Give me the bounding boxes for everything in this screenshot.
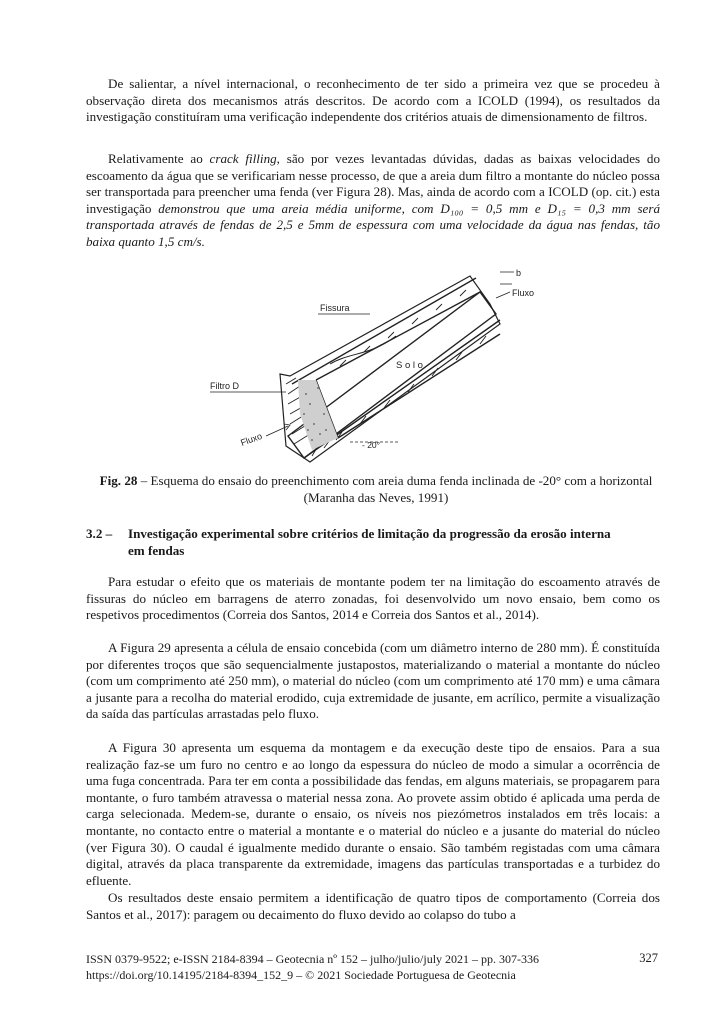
figure-28-diagram — [200, 264, 560, 464]
caption-text: – Esquema do ensaio do preenchimento com areia duma fenda inclinada de -20° com a horizontal (Maranha das Neves, 1991) — [137, 473, 653, 505]
page-number: 327 — [639, 951, 658, 965]
footer-issn: ISSN 0379-9522; e-ISSN 2184-8394 – Geotecnia nº 152 – julho/julio/july 2021 – pp. 307-336 — [86, 952, 540, 966]
paragraph-2-italic-quote: demonstrou que uma areia média uniforme, com D₁₀₀ = 0,5 mm e D₁₅ = 0,3 mm será transportada através de fendas de 2,5 e 5mm de espessura com uma velocidade da água nas fendas, tão baixa quanto 1,5 cm/s. — [86, 200, 660, 249]
label-filtro: Filtro D — [210, 381, 239, 391]
paragraph-3: Para estudar o efeito que os materiais de montante podem ter na limitação do escoamento através de fissuras do núcleo em barragens de aterro zonadas, foi desenvolvido um novo ensaio, bem como os respetivos procedimentos (Correia dos Santos, 2014 e Correia dos Santos et al., 2014). — [86, 574, 660, 623]
paragraph-2-italic-term: crack filling — [209, 151, 277, 166]
label-fluxo-bottom: Fluxo — [239, 430, 264, 448]
label-b: b — [516, 268, 522, 278]
footer-doi: https://doi.org/10.14195/2184-8394_152_9 – © 2021 Sociedade Portuguesa de Geotecnia — [86, 968, 516, 982]
paragraph-2-text-b: , são por vezes levantadas dúvidas, dadas as baixas velocidades do escoamento da água que se verificariam nesse processo, de que a areia dum filtro a montante do núcleo possa ser transportada para preencher uma fenda (ver Figura 28). Mas, ainda de acordo com a ICOLD (op. cit.) esta investigação — [86, 151, 660, 216]
label-angle: - 20° — [362, 440, 381, 450]
paragraph-5: A Figura 30 apresenta um esquema da montagem e da execução deste tipo de ensaios. Para a sua realização faz-se um furo no centro e ao longo da espessura do núcleo de modo a simular a ocorrência de uma fuga concentrada. Para ter em conta a possibilidade das fendas, em alguns materiais, se propagarem para montante, o furo também atravessa o material nessa zona. Ao provete assim obtido é aplicada uma perda de carga selecionada. Medem-se, durante o ensaio, os níveis nos piezómetros instalados em três locais: a montante, no contacto entre o material a montante e o material do núcleo e a jusante do material do núcleo (ver Figura 30). O caudal é igualmente medido durante o ensaio. São também registadas com uma câmara digital, através da placa transparente da extremidade, imagens das partículas transportadas e a turbidez do efluente. — [86, 740, 660, 888]
paragraph-2-text-a: Relativamente ao — [108, 151, 210, 166]
caption-label: Fig. 28 — [99, 473, 138, 488]
paragraph-4: A Figura 29 apresenta a célula de ensaio concebida (com um diâmetro interno de 280 mm). É constituída por diferentes troços que são sequencialmente justapostos, materializando o material a montante do núcleo (com um comprimento até 250 mm), o material do núcleo (com um comprimento até 170 mm) e uma câmara a jusante para a recolha do material erodido, cuja extremidade de jusante, em acrílico, permite a visualização da saída das partículas arrastadas pelo fluxo. — [86, 640, 660, 722]
label-solo: S o l o — [396, 360, 423, 371]
paragraph-2 — [86, 151, 660, 251]
section-title: Investigação experimental sobre critérios de limitação da progressão da erosão interna em fendas — [128, 526, 611, 558]
figure-28-caption — [96, 473, 656, 506]
paragraph-6: Os resultados deste ensaio permitem a identificação de quatro tipos de comportamento (Correia dos Santos et al., 2017): paragem ou decaimento do fluxo devido ao colapso do tubo a — [86, 890, 660, 922]
label-fluxo-top: Fluxo — [512, 288, 535, 298]
section-number: 3.2 – — [86, 526, 113, 541]
paragraph-1: De salientar, a nível internacional, o reconhecimento de ter sido a primeira vez que se procedeu à observação direta dos mecanismos atrás descritos. De acordo com a ICOLD (1994), os resultados da investigação constituíram uma verificação independente dos critérios atuais de dimensionamento de filtros. — [86, 76, 660, 125]
label-fissura: Fissura — [320, 303, 350, 313]
